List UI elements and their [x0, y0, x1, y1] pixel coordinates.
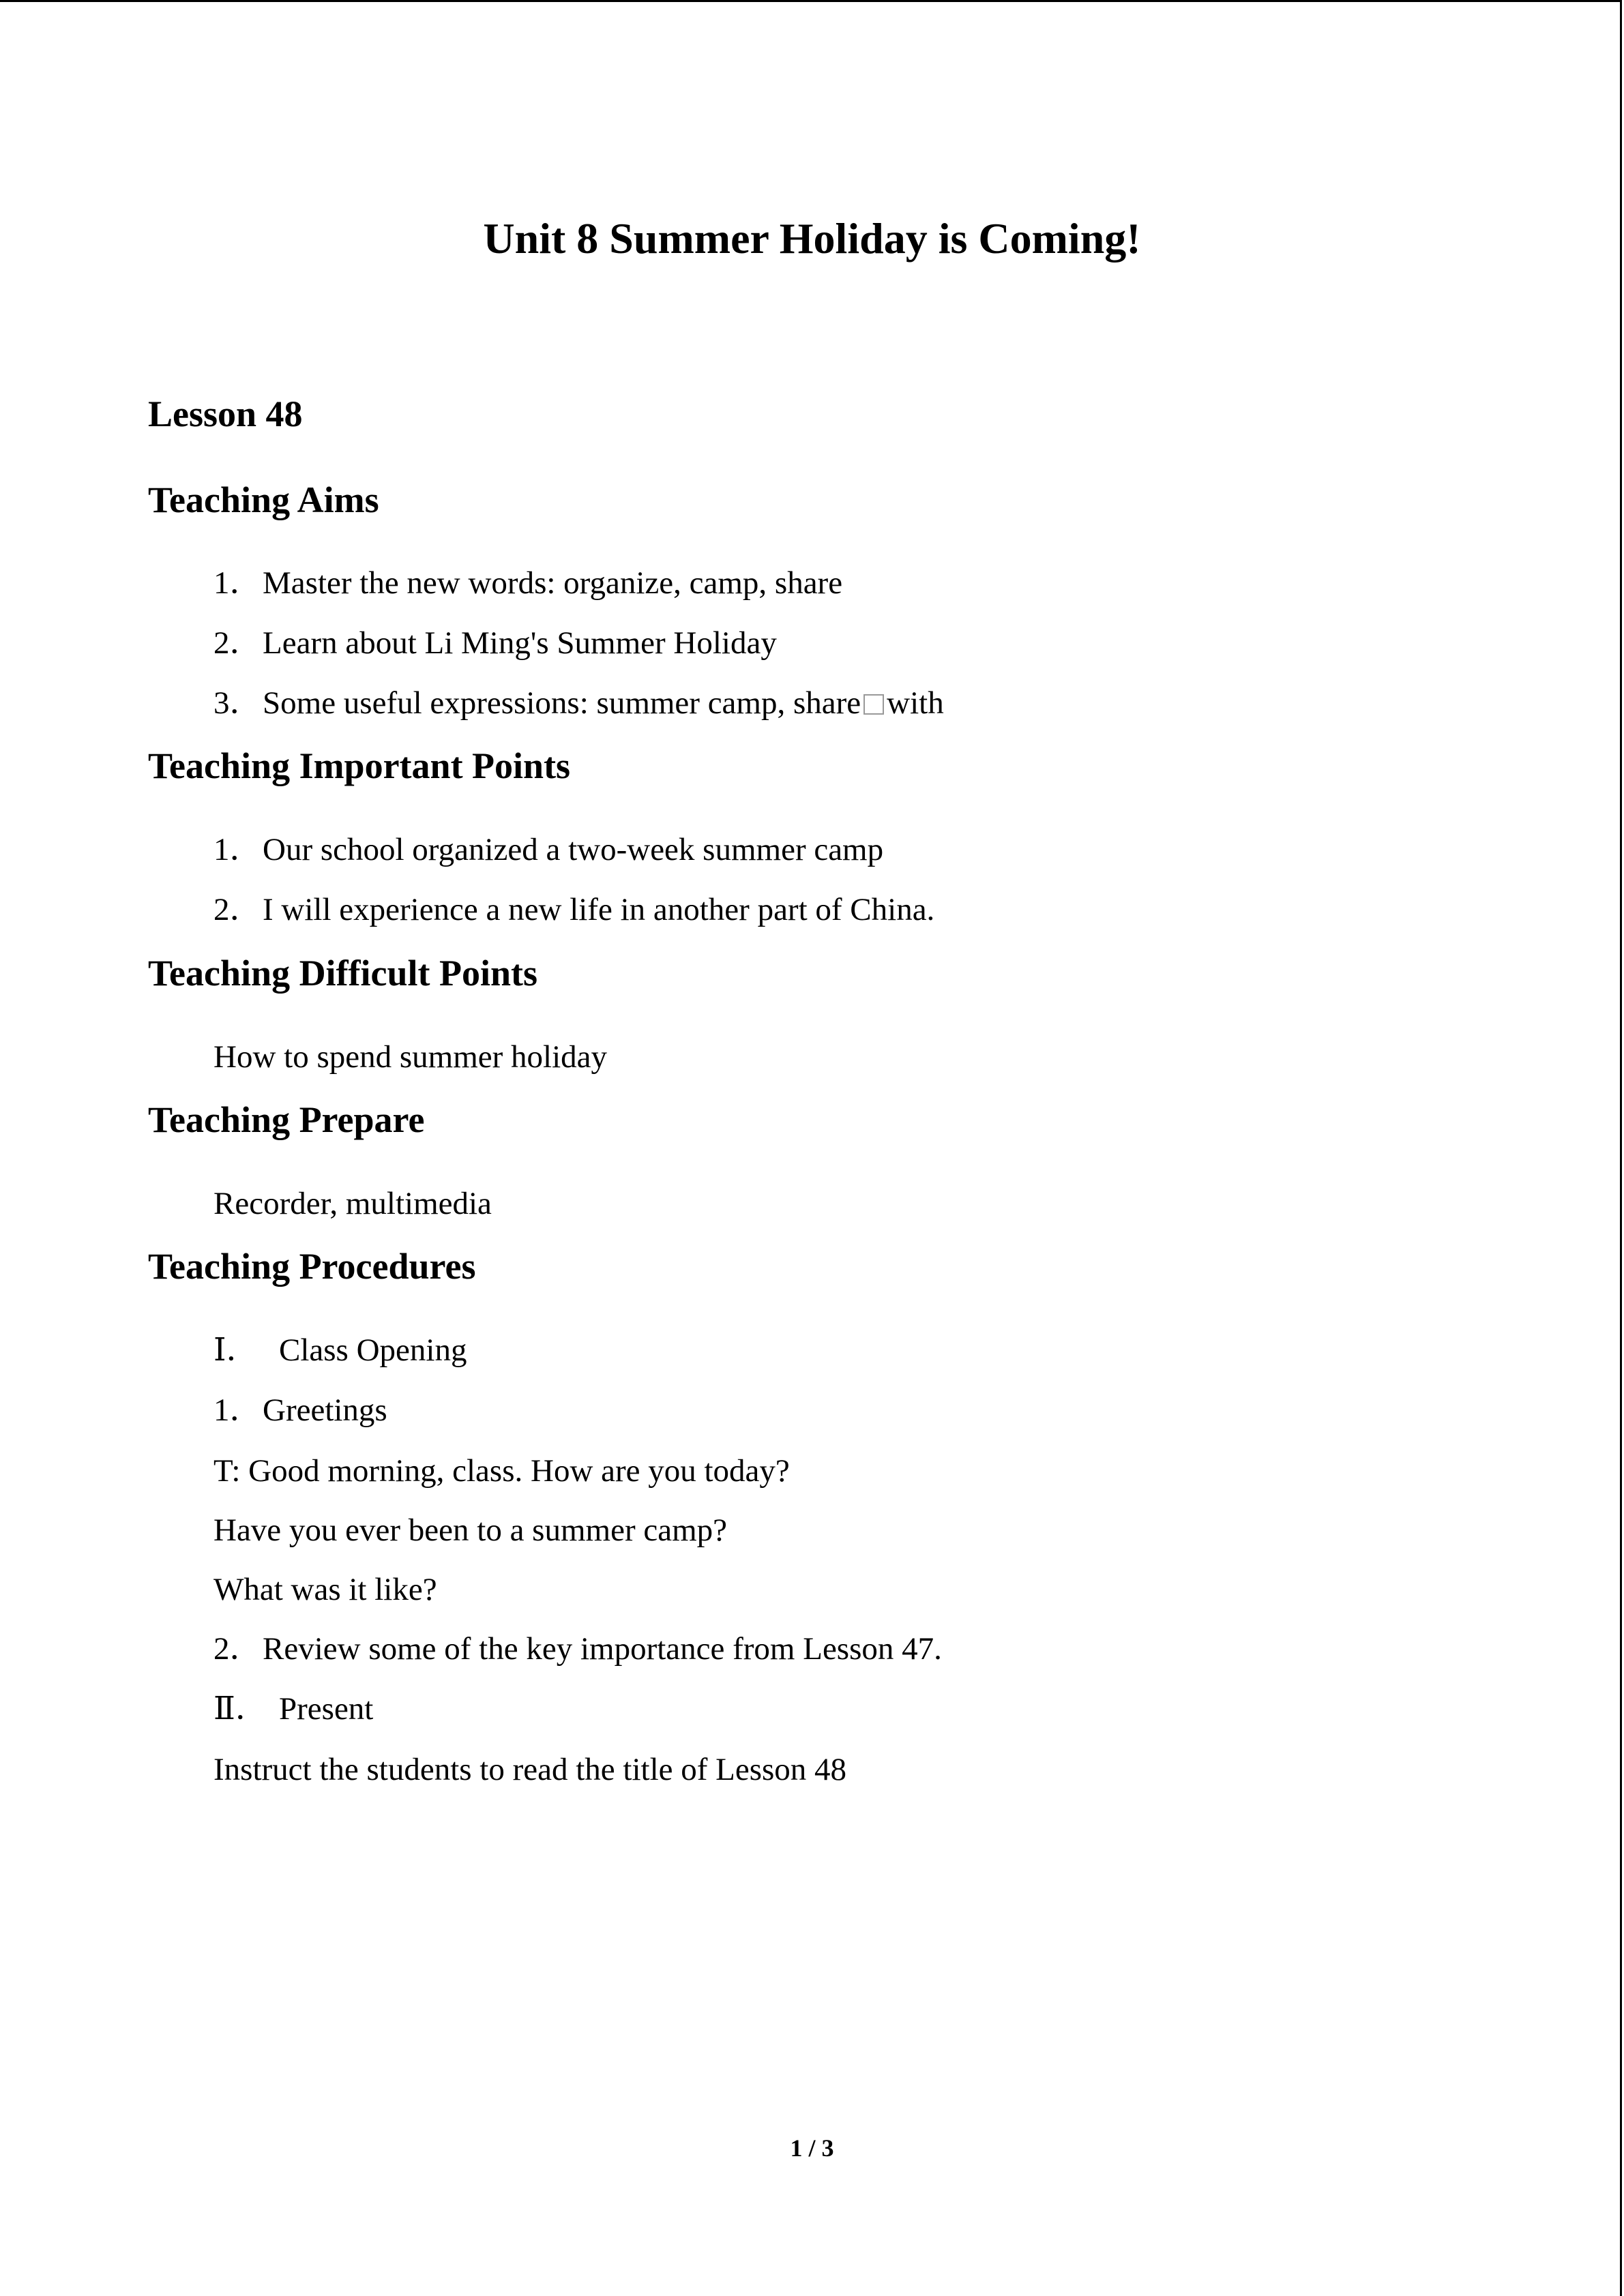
- aims-item-text-end: with: [887, 685, 944, 721]
- important-points-heading: Teaching Important Points: [148, 745, 571, 786]
- step-label: Greetings: [263, 1392, 387, 1428]
- teaching-procedures-heading: Teaching Procedures: [148, 1246, 476, 1287]
- difficult-points-heading: Teaching Difficult Points: [148, 953, 538, 994]
- lesson-heading: Lesson 48: [148, 393, 303, 434]
- important-item: [213, 829, 883, 870]
- aims-item: [213, 563, 842, 603]
- aims-item-number: 3．: [213, 685, 262, 721]
- aims-item-text: Master the new words: organize, camp, share: [263, 565, 843, 601]
- aims-item-text: Learn about Li Ming's Summer Holiday: [263, 625, 777, 661]
- important-item-number: 1．: [213, 832, 262, 867]
- procedure-line: T: Good morning, class. How are you today?: [213, 1453, 790, 1489]
- aims-item-number: 1．: [213, 565, 262, 601]
- procedure-step: [213, 1628, 942, 1669]
- important-item-number: 2．: [213, 892, 262, 927]
- teaching-prepare-text: Recorder, multimedia: [213, 1186, 492, 1221]
- section-label: Present: [279, 1691, 374, 1727]
- procedure-step: [213, 1390, 387, 1431]
- step-number: 2．: [213, 1631, 262, 1667]
- aims-item: [213, 683, 944, 724]
- aims-item-number: 2．: [213, 625, 262, 661]
- missing-glyph-box: [863, 694, 884, 715]
- procedure-section: [213, 1688, 373, 1729]
- section-label: Class Opening: [279, 1332, 467, 1368]
- page-title: Unit 8 Summer Holiday is Coming!: [483, 214, 1141, 263]
- teaching-aims-heading: Teaching Aims: [148, 479, 379, 520]
- difficult-points-text: How to spend summer holiday: [213, 1039, 607, 1075]
- teaching-prepare-heading: Teaching Prepare: [148, 1099, 425, 1140]
- aims-item: [213, 623, 777, 664]
- section-number: Ⅰ．: [213, 1332, 259, 1368]
- procedure-line: What was it like?: [213, 1572, 437, 1607]
- page-number: 1 / 3: [790, 2134, 834, 2162]
- step-number: 1．: [213, 1392, 262, 1428]
- important-item-text: I will experience a new life in another part of China.: [263, 892, 935, 927]
- procedure-line: Instruct the students to read the title of Lesson 48: [213, 1752, 847, 1787]
- step-label: Review some of the key importance from Lesson 47.: [263, 1631, 942, 1667]
- section-number: Ⅱ．: [213, 1691, 267, 1727]
- important-item: [213, 889, 934, 930]
- important-item-text: Our school organized a two-week summer camp: [263, 832, 884, 867]
- procedure-section: [213, 1330, 467, 1371]
- procedure-line: Have you ever been to a summer camp?: [213, 1512, 727, 1548]
- aims-item-text: Some useful expressions: summer camp, share: [263, 685, 861, 721]
